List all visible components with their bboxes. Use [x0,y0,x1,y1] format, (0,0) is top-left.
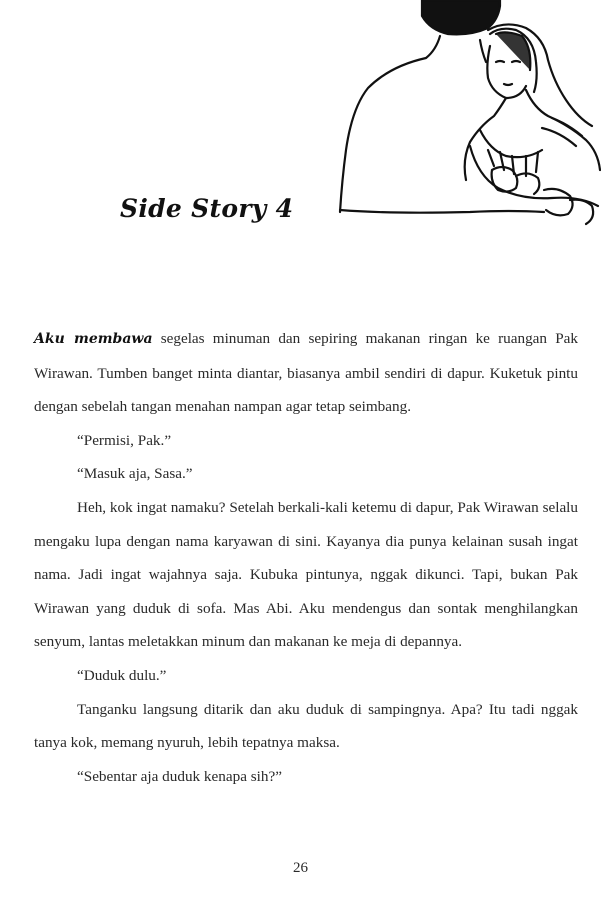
paragraph: “Masuk aja, Sasa.” [77,465,193,483]
chapter-title: Side Story 4 [120,194,294,223]
paragraph: “Duduk dulu.” [77,666,167,684]
page-number: 26 [293,860,308,876]
paragraph-lead: Aku membawa [34,331,153,347]
paragraph [34,322,578,424]
paragraph-text: segelas minuman dan sepiring makanan ringan ke ruangan Pak Wirawan. Tumben banget minta diantar, biasanya ambil sendiri di dapur. Kuketuk pintu dengan sebelah tangan menahan nampan agar tetap seimbang. [34,330,578,416]
paragraph: Heh, kok ingat namaku? Setelah berkali-kali ketemu di dapur, Pak Wirawan selalu mengaku lupa dengan nama karyawan di sini. Kayanya dia punya kelainan susah ingat nama. Jadi ingat wajahnya saja. Kubuka pintunya, nggak dikunci. Tapi, bukan Pak Wirawan yang duduk di sofa. Mas Abi. Aku mendengus dan sontak menghilangkan senyum, lantas meletakkan minum dan makanan ke meja di depannya. [34,498,578,651]
chapter-body [34,322,578,793]
paragraph: Tanganku langsung ditarik dan aku duduk di sampingnya. Apa? Itu tadi nggak tanya kok, memang nyuruh, lebih tepatnya maksa. [34,700,578,752]
paragraph: “Sebentar aja duduk kenapa sih?” [77,767,282,785]
couple-embrace-illustration [330,0,601,236]
paragraph: “Permisi, Pak.” [77,431,172,449]
